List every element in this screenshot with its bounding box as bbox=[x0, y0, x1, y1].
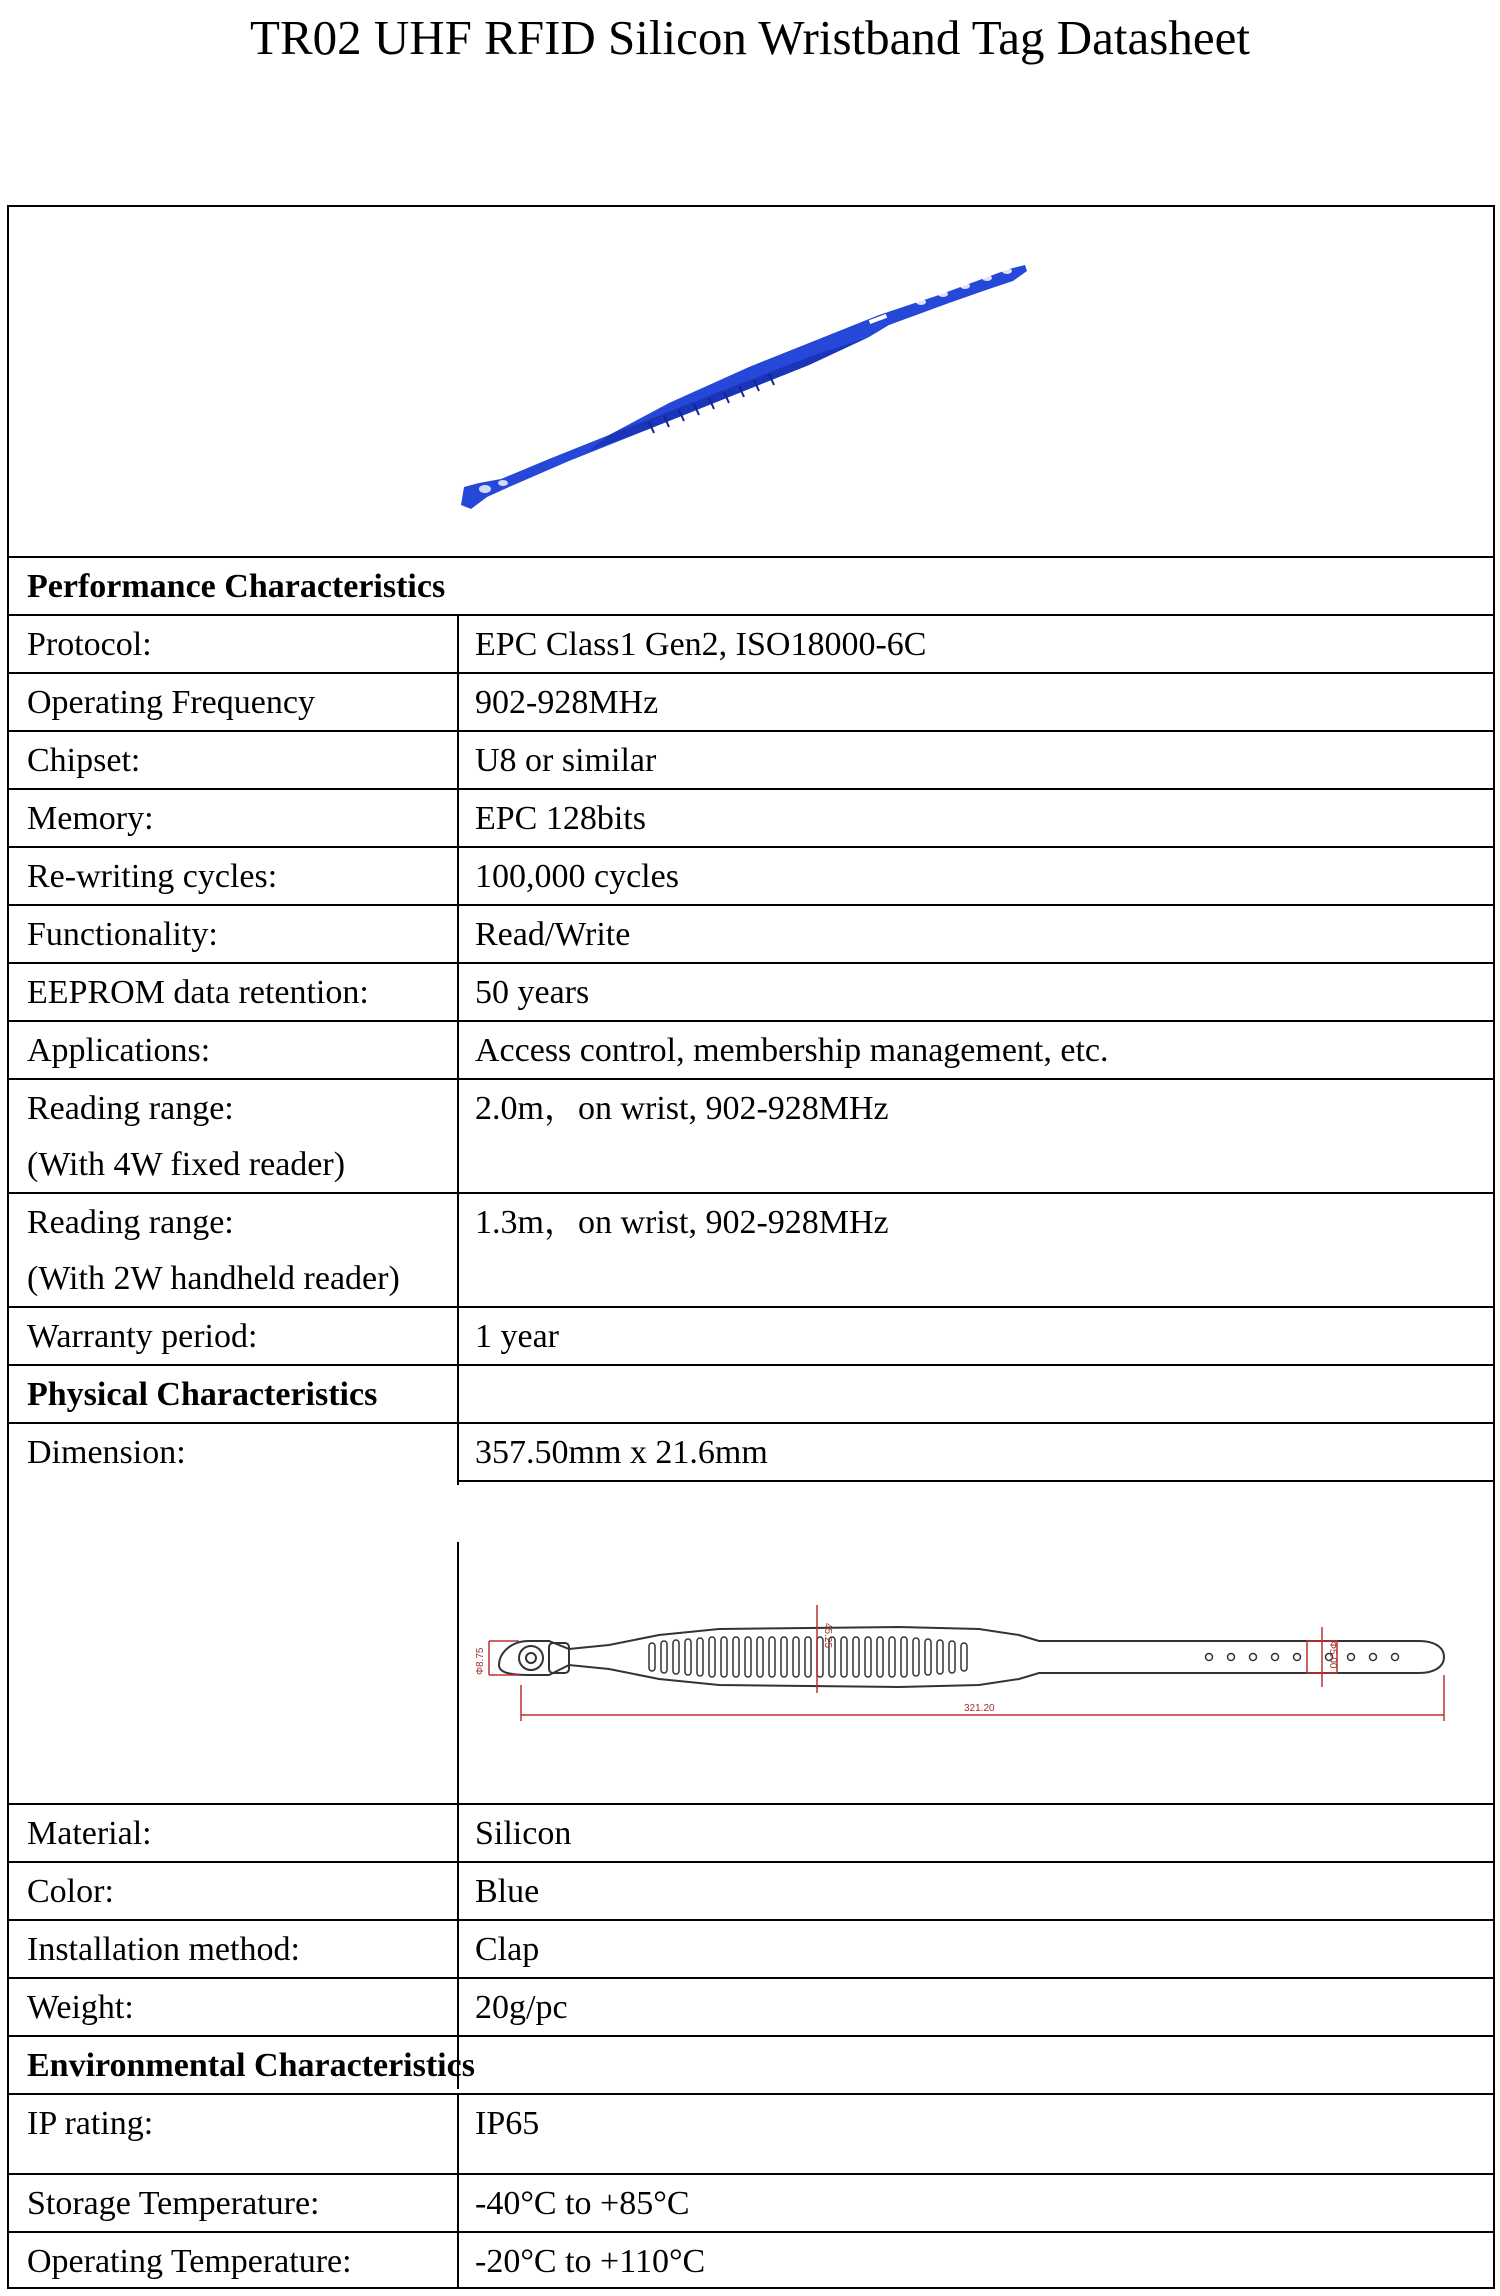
row-value-applications: Access control, membership management, etc. bbox=[475, 1032, 1109, 1069]
dimension-total-length: 321.20 bbox=[964, 1703, 995, 1714]
row-divider bbox=[9, 1803, 1493, 1805]
row-label-protocol: Protocol: bbox=[27, 626, 152, 663]
row-label-range-fixed: Reading range: bbox=[27, 1090, 234, 1127]
drawing-slots bbox=[649, 1637, 967, 1677]
row-value-ip-rating: IP65 bbox=[475, 2105, 540, 2142]
row-value-storage-temp: -40°C to +85°C bbox=[475, 2185, 690, 2222]
row-label-range-handheld-note: (With 2W handheld reader) bbox=[27, 1260, 400, 1297]
row-label-material: Material: bbox=[27, 1815, 152, 1852]
section-heading-performance: Performance Characteristics bbox=[27, 568, 446, 605]
row-value-color: Blue bbox=[475, 1873, 540, 1910]
dimension-width: 45.25 bbox=[822, 1623, 833, 1649]
row-label-chipset: Chipset: bbox=[27, 742, 141, 779]
dimension-end: Φ8.75 bbox=[475, 1647, 486, 1675]
row-value-retention: 50 years bbox=[475, 974, 590, 1011]
row-value-material: Silicon bbox=[475, 1815, 572, 1852]
row-label-installation: Installation method: bbox=[27, 1931, 300, 1968]
wristband-image bbox=[461, 265, 1027, 509]
row-value-frequency: 902-928MHz bbox=[475, 684, 659, 721]
section-heading-environmental: Environmental Characteristics bbox=[27, 2047, 475, 2084]
row-value-range-handheld: 1.3m，on wrist, 902-928MHz bbox=[475, 1204, 889, 1241]
row-label-ip-rating: IP rating: bbox=[27, 2105, 154, 2142]
row-label-retention: EEPROM data retention: bbox=[27, 974, 369, 1011]
row-label-operating-temp: Operating Temperature: bbox=[27, 2243, 352, 2280]
column-divider bbox=[457, 1542, 459, 2089]
row-label-dimension: Dimension: bbox=[27, 1434, 186, 1471]
row-label-storage-temp: Storage Temperature: bbox=[27, 2185, 320, 2222]
row-value-installation: Clap bbox=[475, 1931, 540, 1968]
drawing-outline bbox=[499, 1627, 1444, 1687]
row-label-rewriting: Re-writing cycles: bbox=[27, 858, 278, 895]
row-label-memory: Memory: bbox=[27, 800, 154, 837]
row-value-chipset: U8 or similar bbox=[475, 742, 657, 779]
drawing-holes bbox=[1206, 1654, 1399, 1661]
column-divider bbox=[457, 614, 459, 1485]
row-value-range-fixed: 2.0m，on wrist, 902-928MHz bbox=[475, 1090, 889, 1127]
document-title: TR02 UHF RFID Silicon Wristband Tag Datasheet bbox=[250, 10, 1250, 65]
row-value-warranty: 1 year bbox=[475, 1318, 560, 1355]
row-label-functionality: Functionality: bbox=[27, 916, 218, 953]
row-label-range-handheld: Reading range: bbox=[27, 1204, 234, 1241]
row-value-functionality: Read/Write bbox=[475, 916, 631, 953]
row-label-applications: Applications: bbox=[27, 1032, 211, 1069]
row-label-frequency: Operating Frequency bbox=[27, 684, 315, 721]
row-value-operating-temp: -20°C to +110°C bbox=[475, 2243, 706, 2280]
row-divider bbox=[9, 1861, 1493, 1863]
row-label-color: Color: bbox=[27, 1873, 114, 1910]
wristband-dimension-drawing bbox=[459, 1515, 1499, 1755]
row-value-memory: EPC 128bits bbox=[475, 800, 646, 837]
row-value-dimension: 357.50mm x 21.6mm bbox=[475, 1434, 768, 1471]
column-divider bbox=[457, 2095, 459, 2289]
row-value-protocol: EPC Class1 Gen2, ISO18000-6C bbox=[475, 626, 927, 663]
row-divider bbox=[9, 788, 1493, 790]
row-label-warranty: Warranty period: bbox=[27, 1318, 258, 1355]
wristband-photo bbox=[9, 207, 1493, 555]
dimension-hole: Φ5.00 bbox=[1327, 1641, 1338, 1669]
row-value-rewriting: 100,000 cycles bbox=[475, 858, 679, 895]
row-value-weight: 20g/pc bbox=[475, 1989, 568, 2026]
datasheet-table bbox=[7, 205, 1495, 2289]
section-heading-physical: Physical Characteristics bbox=[27, 1376, 378, 1413]
row-label-range-fixed-note: (With 4W fixed reader) bbox=[27, 1146, 346, 1183]
row-label-weight: Weight: bbox=[27, 1989, 134, 2026]
